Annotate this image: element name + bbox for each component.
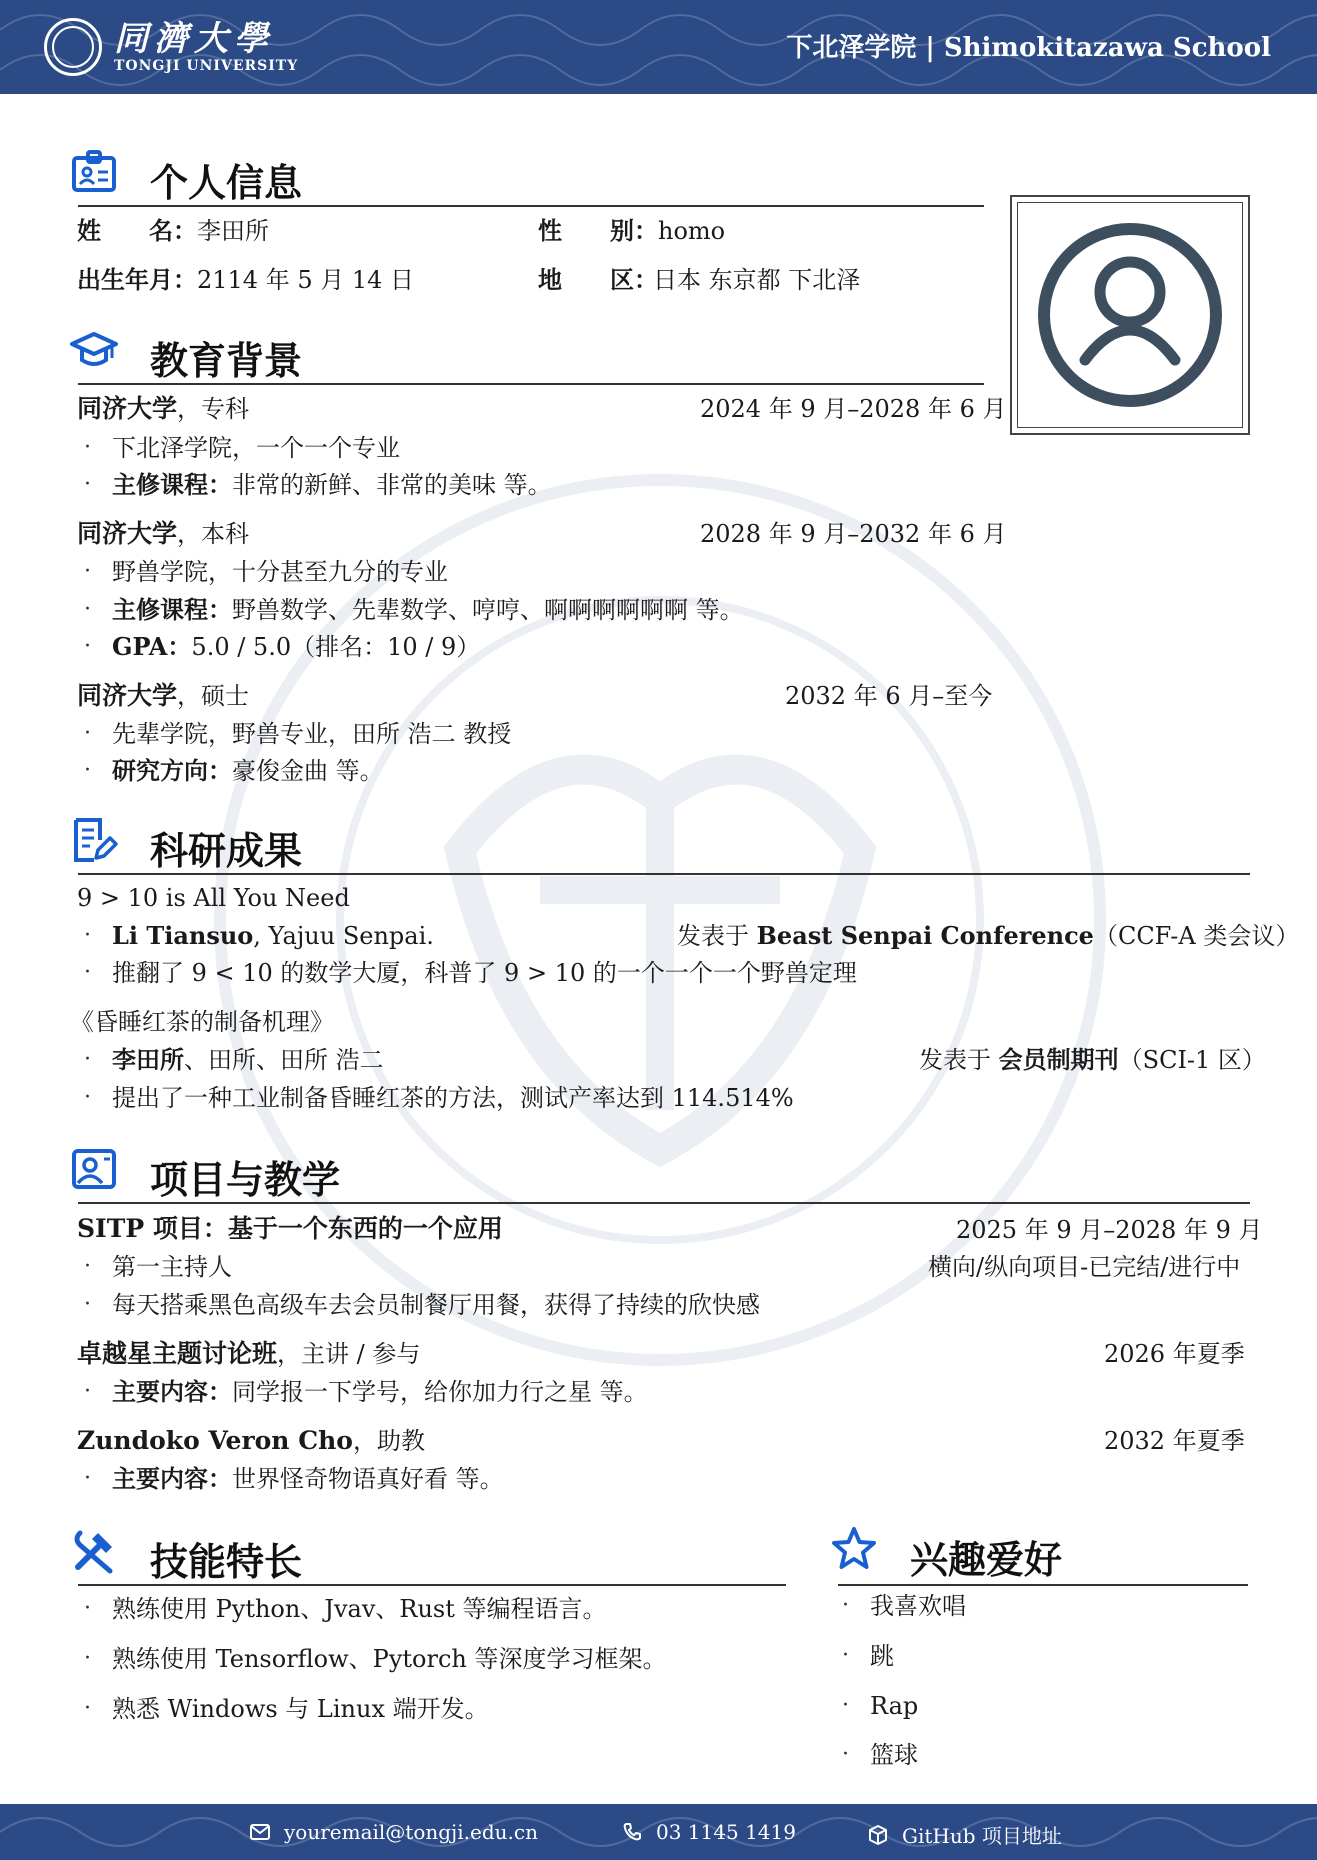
section-skills <box>70 1527 790 1587</box>
id-card-icon <box>70 148 118 196</box>
section-hobbies <box>830 1525 1250 1585</box>
project-content: 主要内容：世界怪奇物语真好看 等。 <box>112 1464 504 1493</box>
school-name: 下北泽学院 | Shimokitazawa School <box>786 33 1271 63</box>
edu-detail: 下北泽学院，一个一个专业 <box>112 434 400 462</box>
gender-value: homo <box>658 217 726 245</box>
section-personal <box>70 148 990 208</box>
paper-venue: 发表于 Beast Senpai Conference（CCF-A 类会议） <box>677 921 1300 950</box>
project-date: 2025 年 9 月–2028 年 9 月 <box>956 1216 1263 1244</box>
project-name: SITP 项目：基于一个东西的一个应用 <box>77 1214 503 1243</box>
profile-photo <box>1010 195 1250 435</box>
skill-item: 熟练使用 Python、Jvav、Rust 等编程语言。 <box>112 1595 607 1623</box>
edu-gpa: GPA：5.0 / 5.0（排名：10 / 9） <box>112 632 481 661</box>
section-rule <box>838 1584 1248 1586</box>
project-name: 卓越星主题讨论班，主讲 / 参与 <box>77 1339 421 1368</box>
section-research <box>70 816 1250 876</box>
name-value: 李田所 <box>197 217 269 245</box>
logo-chinese: 同濟大學 <box>114 19 274 59</box>
paper-description: 推翻了 9 < 10 的数学大厦，科普了 9 > 10 的一个一个一个野兽定理 <box>112 959 857 987</box>
bullet-icon: · <box>84 923 91 948</box>
bullet-icon: · <box>84 634 91 659</box>
bullet-icon: · <box>84 1596 91 1621</box>
document-edit-icon <box>70 816 118 864</box>
tools-icon <box>70 1527 118 1575</box>
person-card-icon <box>70 1145 118 1193</box>
section-title-projects: 项目与教学 <box>150 1157 341 1202</box>
email-text[interactable]: youremail@tongji.edu.cn <box>284 1820 538 1844</box>
bullet-icon: · <box>842 1742 849 1767</box>
project-date: 2032 年夏季 <box>1104 1427 1245 1455</box>
paper-description: 提出了一种工业制备昏睡红茶的方法，测试产率达到 114.514% <box>112 1084 794 1112</box>
phone-text[interactable]: 03 1145 1419 <box>656 1820 796 1844</box>
logo-english: TONGJI UNIVERSITY <box>114 58 299 74</box>
section-rule <box>78 1202 1250 1204</box>
hobby-item: 跳 <box>870 1642 894 1670</box>
project-content: 主要内容：同学报一下学号，给你加力行之星 等。 <box>112 1377 648 1406</box>
region-value: 日本 东京都 下北泽 <box>653 266 861 294</box>
paper-authors: 李田所、田所、田所 浩二 <box>112 1045 384 1074</box>
phone-icon <box>622 1822 642 1842</box>
bullet-icon: · <box>84 1254 91 1279</box>
bullet-icon: · <box>84 1466 91 1491</box>
seal-icon <box>44 18 102 76</box>
section-rule <box>78 1584 786 1586</box>
section-title-education: 教育背景 <box>150 338 303 383</box>
bullet-icon: · <box>84 435 91 460</box>
edu-courses: 主修课程：野兽数学、先辈数学、哼哼、啊啊啊啊啊啊 等。 <box>112 595 744 624</box>
graduation-cap-icon <box>70 326 118 374</box>
hobby-item: 我喜欢唱 <box>870 1592 966 1620</box>
bullet-icon: · <box>842 1593 849 1618</box>
section-rule <box>78 205 984 207</box>
paper-authors: Li Tiansuo, Yajuu Senpai. <box>112 921 434 950</box>
bullet-icon: · <box>84 1696 91 1721</box>
bullet-icon: · <box>84 1646 91 1671</box>
project-role: 第一主持人 <box>112 1253 232 1281</box>
hobby-item: 篮球 <box>870 1741 918 1769</box>
skill-item: 熟悉 Windows 与 Linux 端开发。 <box>112 1695 489 1723</box>
section-title-hobbies: 兴趣爱好 <box>910 1537 1063 1582</box>
name-label: 姓 名： <box>77 216 197 245</box>
skill-item: 熟练使用 Tensorflow、Pytorch 等深度学习框架。 <box>112 1645 667 1673</box>
edu-courses: 主修课程：非常的新鲜、非常的美味 等。 <box>112 470 552 499</box>
edu-entry-title: 同济大学，专科 <box>77 394 250 423</box>
birth-value: 2114 年 5 月 14 日 <box>197 266 415 294</box>
university-logo <box>44 18 298 76</box>
footer-band <box>0 1804 1317 1860</box>
edu-date: 2024 年 9 月–2028 年 6 月 <box>700 395 1007 423</box>
header-band <box>0 0 1317 94</box>
edu-date: 2032 年 6 月–至今 <box>785 682 993 710</box>
bullet-icon: · <box>84 1085 91 1110</box>
project-description: 每天搭乘黑色高级车去会员制餐厅用餐，获得了持续的欣快感 <box>112 1291 760 1319</box>
edu-research-direction: 研究方向：豪俊金曲 等。 <box>112 756 384 785</box>
footer-github[interactable] <box>868 1820 1062 1849</box>
paper-venue: 发表于 会员制期刊（SCI-1 区） <box>919 1045 1266 1074</box>
section-title-research: 科研成果 <box>150 828 303 873</box>
section-title-skills: 技能特长 <box>150 1539 303 1584</box>
bullet-icon: · <box>84 721 91 746</box>
project-name: Zundoko Veron Cho，助教 <box>77 1426 425 1455</box>
footer-phone[interactable] <box>622 1820 796 1844</box>
region-label: 地 区： <box>538 265 658 294</box>
paper-title: 《昏睡红茶的制备机理》 <box>70 1008 334 1036</box>
bullet-icon: · <box>84 1379 91 1404</box>
bullet-icon: · <box>84 758 91 783</box>
project-status: 横向/纵向项目-已完结/进行中 <box>928 1253 1241 1281</box>
edu-entry-title: 同济大学，本科 <box>77 519 250 548</box>
mail-icon <box>250 1824 270 1840</box>
bullet-icon: · <box>84 559 91 584</box>
bullet-icon: · <box>84 1047 91 1072</box>
edu-detail: 野兽学院，十分甚至九分的专业 <box>112 558 448 586</box>
birth-label: 出生年月： <box>77 265 197 294</box>
section-title-personal: 个人信息 <box>150 160 303 205</box>
cube-icon <box>868 1825 888 1845</box>
paper-title: 9 > 10 is All You Need <box>77 884 350 912</box>
project-date: 2026 年夏季 <box>1104 1340 1245 1368</box>
section-projects <box>70 1145 1250 1205</box>
bullet-icon: · <box>84 1292 91 1317</box>
hobby-item: Rap <box>870 1692 919 1720</box>
bullet-icon: · <box>84 597 91 622</box>
section-rule <box>78 383 984 385</box>
user-avatar-icon <box>1035 220 1225 410</box>
edu-detail: 先辈学院，野兽专业，田所 浩二 教授 <box>112 720 512 748</box>
bullet-icon: · <box>842 1643 849 1668</box>
star-icon <box>830 1525 878 1573</box>
footer-email[interactable] <box>250 1820 538 1844</box>
edu-date: 2028 年 9 月–2032 年 6 月 <box>700 520 1007 548</box>
section-education <box>70 326 990 386</box>
bullet-icon: · <box>842 1693 849 1718</box>
gender-label: 性 别： <box>538 216 658 245</box>
github-link[interactable]: GitHub 项目地址 <box>902 1824 1062 1848</box>
bullet-icon: · <box>84 472 91 497</box>
edu-entry-title: 同济大学，硕士 <box>77 681 250 710</box>
section-rule <box>78 873 1250 875</box>
bullet-icon: · <box>84 960 91 985</box>
